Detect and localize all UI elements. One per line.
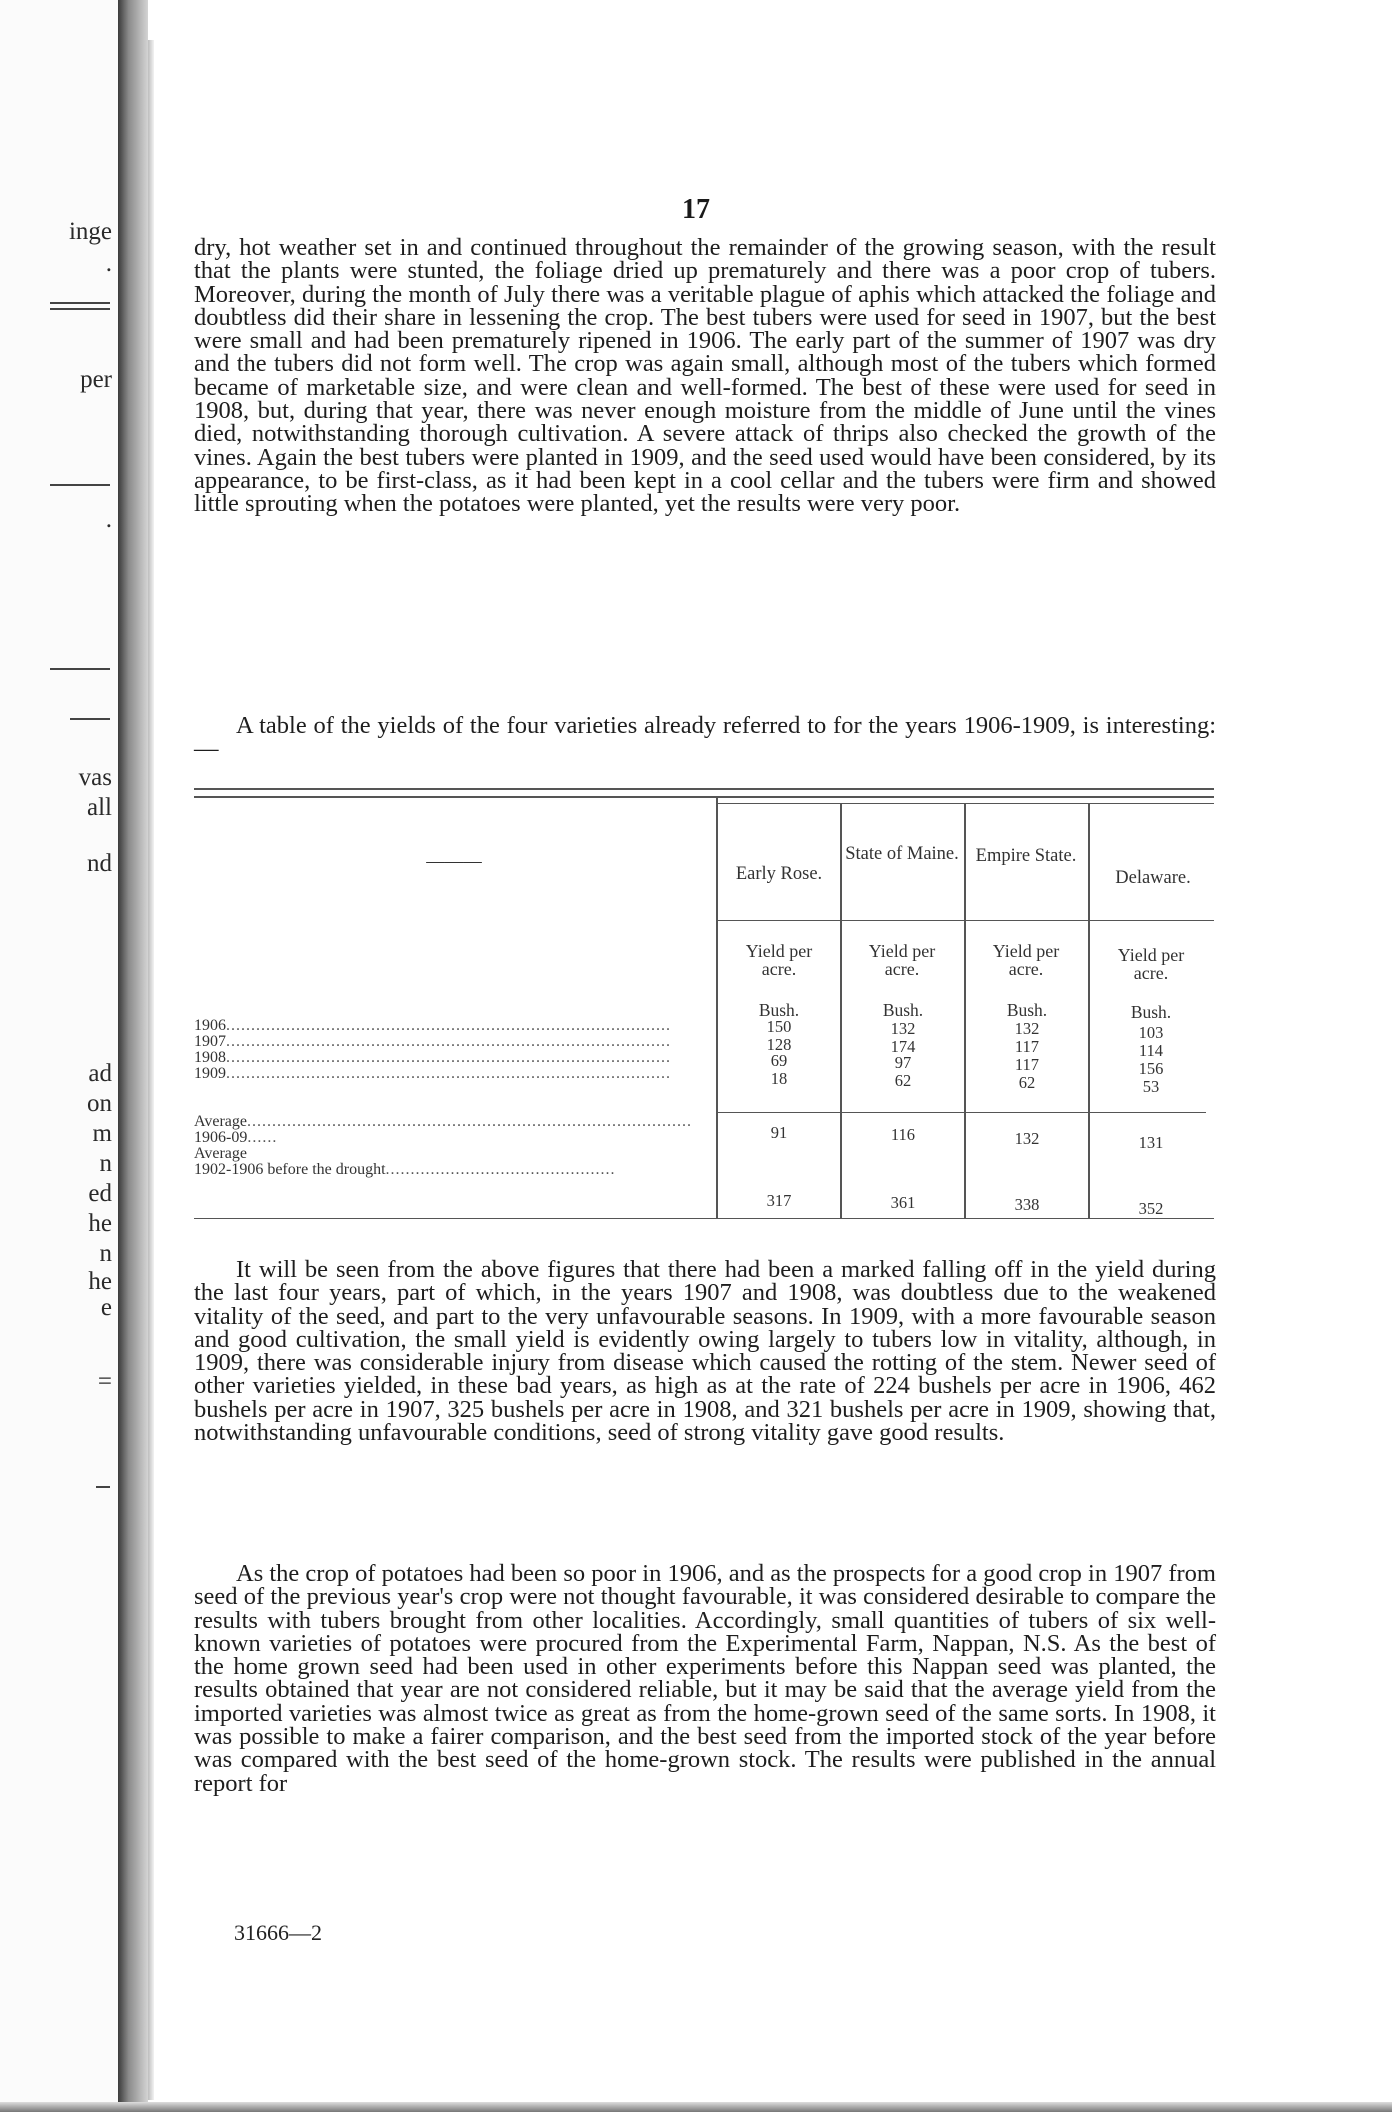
facing-page-text: n — [99, 1150, 112, 1177]
table-cell: 150 — [766, 1017, 792, 1036]
row-label-1906: 1906......................................................................................... — [194, 1017, 671, 1034]
paragraph: As the crop of potatoes had been so poor in 1906, and as the prospects for a good crop in 1907 from seed of the previous year's crop were not thought favourable, it was considered desirable to compare the results with tubers brought from other localities. Accordingly, small quantities of tubers of six well-known varieties of potatoes were procured from the Experimental Farm, Nappan, N.S. As the best of the home grown seed had been used in other experiments before this Nappan seed was planted, the results obtained that year are not considered reliable, but it may be said that the average yield from the imported varieties was almost twice as great as from the home-grown seed of the same sorts. In 1908, it was possible to make a fairer comparison, and the best seed from the imported stock of the year before was compared with the best seed of the home-grown stock. The results were published in the annual report for — [194, 1560, 1216, 1797]
facing-page-text: all — [87, 794, 112, 821]
table-cell: 18 — [770, 1069, 788, 1088]
column-header-delaware: Delaware. — [1115, 868, 1191, 888]
bushel-unit: Bush. — [1130, 1002, 1172, 1022]
row-label-average-before-drought: 1902-1906 before the drought.............................................. — [194, 1161, 616, 1178]
page-edge — [148, 40, 154, 2100]
column-header-early-rose: Early Rose. — [735, 864, 823, 884]
table-cell: 156 — [1138, 1059, 1164, 1078]
row-label-average: Average — [194, 1145, 247, 1162]
table-cell: 132 — [890, 1019, 916, 1038]
column-header-empire-state: Empire State. — [975, 846, 1077, 866]
table-cell: 114 — [1138, 1041, 1164, 1060]
paragraph: dry, hot weather set in and continued throughout the remainder of the growing season, with the result that the plants were stunted, the foliage dried up prematurely and there was a poor crop of tubers. Moreover, during the month of July there was a veritable plague of aphis which attacked the foliage and doubtless did their share in lessening the crop. The best tubers were used for seed in 1907, but the best were small and had been prematurely ripened in 1906. The early part of the summer of 1907 was dry and the tubers did not form well. The crop was again small, although most of the tubers which formed became of marketable size, and were clean and well-formed. The best of these were used for seed in 1908, but, during that year, there was never enough moisture from the middle of June until the vines died, notwithstanding thorough cultivation. A severe attack of thrips also checked the growth of the vines. Again the best tubers were planted in 1909, and the seed used would have been considered, by its appearance, to be first-class, as it had been kept in a cool cellar and the tubers were firm and showed little sprouting when the potatoes were planted, yet the results were very poor. — [194, 234, 1216, 518]
table-cell: 128 — [766, 1035, 792, 1054]
table-cell: 97 — [894, 1053, 912, 1072]
facing-page-text: he — [88, 1268, 112, 1295]
table-cell: 116 — [890, 1125, 916, 1144]
column-header-state-of-maine: State of Maine. — [845, 844, 959, 864]
unit-label: Yield per acre. — [992, 941, 1060, 979]
facing-page-text: inge — [68, 218, 112, 245]
facing-page-text: ed — [88, 1180, 112, 1207]
table-cell: 317 — [766, 1191, 792, 1210]
header-rule — [716, 920, 1214, 921]
facing-page-text: . — [105, 506, 112, 533]
bushel-unit: Bush. — [882, 1000, 924, 1020]
bottom-shadow — [0, 2102, 1392, 2112]
unit-label: Yield per acre. — [868, 941, 936, 979]
table-cell: 174 — [890, 1037, 916, 1056]
paragraph: It will be seen from the above figures that there had been a marked falling off in the yield during the last four years, part of which, in the years 1907 and 1908, was doubtless due to the weakened vitality of the seed, and part to the very unfavourable seasons. In 1909, with a more favourable season and good cultivation, the small yield is evidently owing largely to tubers low in vitality, although, in 1909, there was considerable injury from disease which caused the rotting of the stem. Newer seed of other varieties yielded, in these bad years, as high as at the rate of 224 bushels per acre in 1906, 462 bushels per acre in 1907, 325 bushels per acre in 1908, and 321 bushels per acre in 1909, showing that, notwithstanding unfavourable conditions, seed of strong vitality gave good results. — [194, 1256, 1216, 1447]
table-cell: 117 — [1014, 1055, 1040, 1074]
table-cell: 62 — [894, 1071, 912, 1090]
table-bottom-rule — [194, 1218, 1214, 1219]
table-cell: 361 — [890, 1193, 916, 1212]
table-cell: 117 — [1014, 1037, 1040, 1056]
table-cell: 132 — [1014, 1129, 1040, 1148]
facing-page-text: n — [99, 1240, 112, 1267]
bushel-unit: Bush. — [758, 1000, 800, 1020]
average-rule — [716, 1112, 1206, 1113]
facing-page-text: he — [88, 1210, 112, 1237]
paragraph: A table of the yields of the four varieties already referred to for the years 1906-1909, is interesting:— — [194, 712, 1216, 763]
row-label-average-years: 1906-09...... — [194, 1129, 278, 1146]
facing-page-rule — [50, 668, 110, 670]
yield-table — [194, 788, 1214, 1228]
facing-page-text: . — [105, 250, 112, 277]
table-cell: 62 — [1018, 1073, 1036, 1092]
facing-page-text: e — [100, 1294, 112, 1321]
facing-page-rule — [50, 302, 110, 304]
bushel-unit: Bush. — [1006, 1000, 1048, 1020]
row-label-average: Average......................................................................................... — [194, 1113, 692, 1130]
facing-page-rule — [50, 484, 110, 486]
table-top-rule — [194, 796, 1214, 798]
facing-page-text: m — [92, 1120, 112, 1147]
row-label-1907: 1907......................................................................................... — [194, 1033, 671, 1050]
table-cell: 352 — [1138, 1199, 1164, 1218]
facing-page-rule — [70, 718, 110, 720]
facing-page-text: = — [97, 1368, 112, 1395]
row-label-1909: 1909......................................................................................... — [194, 1065, 671, 1082]
facing-page-rule — [50, 308, 110, 310]
unit-label: Yield per acre. — [1117, 945, 1185, 983]
table-cell: 69 — [770, 1051, 788, 1070]
stub-header: ——— — [426, 852, 482, 872]
book-gutter — [118, 0, 148, 2112]
facing-page-text: vas — [78, 764, 112, 791]
printer-code: 31666—2 — [234, 1920, 322, 1945]
page-number: 17 — [682, 194, 710, 225]
unit-label: Yield per acre. — [745, 941, 813, 979]
facing-page-text: per — [80, 366, 112, 393]
facing-page-text: nd — [87, 850, 112, 877]
table-cell: 338 — [1014, 1195, 1040, 1214]
table-top-rule — [194, 788, 1214, 790]
table-cell: 132 — [1014, 1019, 1040, 1038]
table-cell: 91 — [770, 1123, 788, 1142]
facing-page-fragment — [0, 0, 118, 2112]
table-cell: 103 — [1138, 1023, 1164, 1042]
row-label-1908: 1908......................................................................................... — [194, 1049, 671, 1066]
table-cell: 53 — [1142, 1077, 1160, 1096]
facing-page-text: on — [87, 1090, 112, 1117]
table-cell: 131 — [1138, 1133, 1164, 1152]
facing-page-rule — [96, 1486, 110, 1488]
facing-page-text: ad — [88, 1060, 112, 1087]
